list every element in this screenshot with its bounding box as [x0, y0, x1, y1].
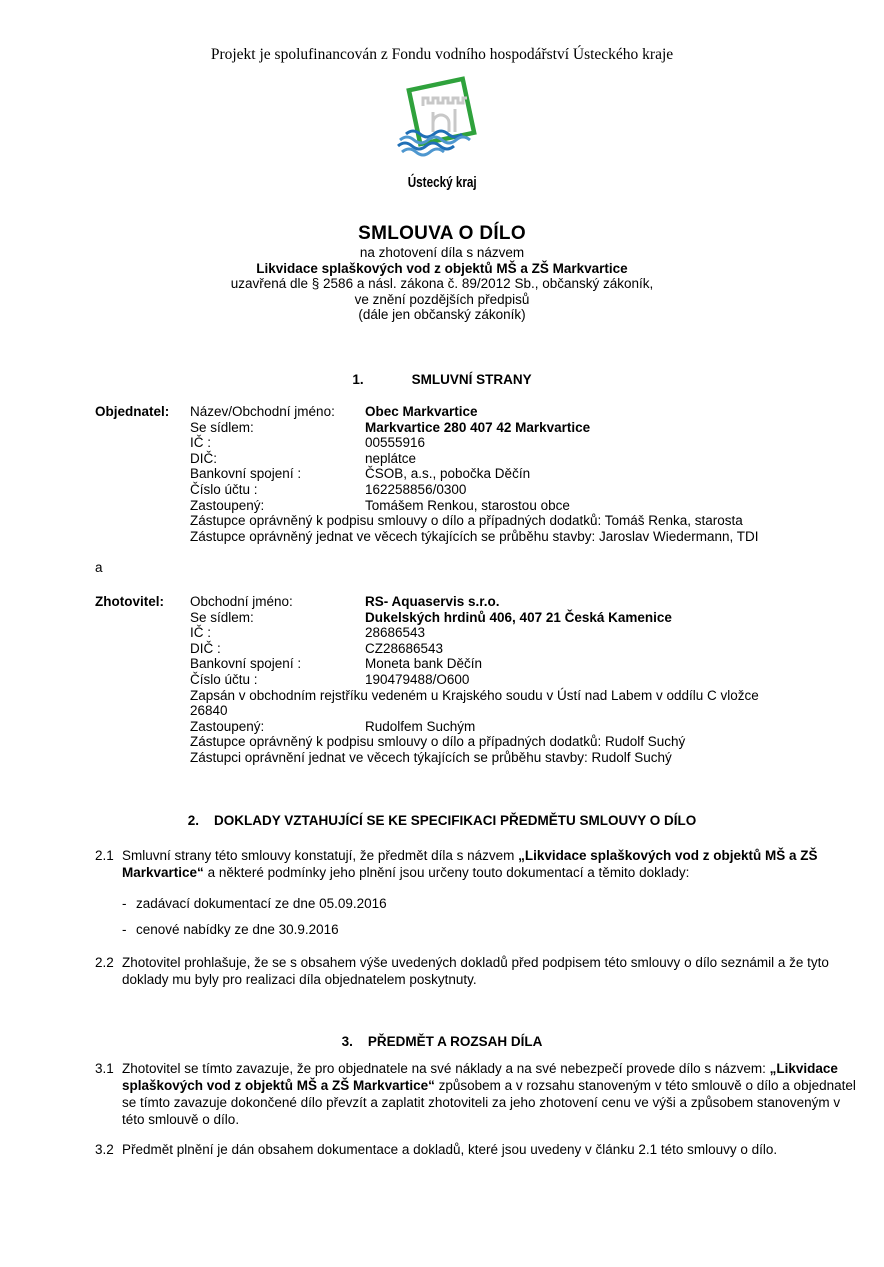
- registry-note-line: Zapsán v obchodním rejstříku vedeném u Krajského soudu v Ústí nad Labem v oddílu C vložce: [190, 687, 759, 703]
- party-field-row: [95, 435, 860, 451]
- bullet-text: cenové nabídky ze dne 30.9.2016: [136, 922, 339, 937]
- paragraph-2-2: [95, 954, 860, 988]
- section-3-number: 3.: [341, 1034, 353, 1049]
- field-value: ČSOB, a.s., pobočka Děčín: [365, 466, 531, 482]
- party-role-label: Objednatel:: [95, 404, 170, 419]
- project-name-bold: „Likvidace splaškových vod z objektů MŠ a ZŠ Markvartice“: [122, 1061, 838, 1093]
- field-value: 190479488/O600: [365, 671, 470, 687]
- bullet-text: zadávací dokumentací ze dne 05.09.2016: [136, 896, 387, 911]
- party-representative-note: Zástupce oprávněný k podpisu smlouvy o dílo a případných dodatků: Tomáš Renka, starosta: [190, 513, 743, 529]
- document-bullet-item: [122, 921, 860, 938]
- party-representative-note: Zástupce oprávněný k podpisu smlouvy o dílo a případných dodatků: Rudolf Suchý: [190, 734, 686, 750]
- field-label: Se sídlem:: [190, 419, 254, 435]
- party-field-row: [95, 404, 860, 420]
- section-2-heading: [0, 813, 884, 828]
- contract-subtitle: na zhotovení díla s názvem: [359, 245, 525, 260]
- field-label: IČ :: [190, 435, 212, 451]
- party-field-row: [95, 482, 860, 498]
- field-label: Bankovní spojení :: [190, 656, 302, 672]
- usteckykraj-logo: [0, 76, 884, 191]
- party-objednatel: [95, 404, 860, 544]
- party-field-row: [95, 594, 860, 610]
- paragraph-text: Smluvní strany této smlouvy konstatují, že předmět díla s názvem „Likvidace splaškových vod z objektů MŠ a ZŠ Markvartice“ a některé podmínky jeho plnění jsou určeny touto dokumentací a těmito doklady:: [122, 848, 818, 880]
- field-label: DIČ :: [190, 640, 221, 656]
- section-1-number: 1.: [352, 372, 364, 387]
- field-label: Zastoupený:: [190, 718, 265, 734]
- party-representative-note: Zástupci oprávnění jednat ve věcech týkajících se průběhu stavby: Rudolf Suchý: [190, 749, 672, 765]
- usteckykraj-logo-icon: [386, 76, 498, 172]
- field-label: DIČ:: [190, 450, 217, 466]
- registry-note-line: 26840: [190, 703, 228, 719]
- party-field-row: [95, 466, 860, 482]
- field-value: RS- Aquaservis s.r.o.: [365, 594, 500, 609]
- field-value: 28686543: [365, 625, 426, 641]
- section-1-heading: [0, 372, 884, 387]
- bullet-dash: -: [122, 896, 127, 911]
- field-value: neplátce: [365, 450, 417, 466]
- section-1-title: SMLUVNÍ STRANY: [411, 372, 532, 387]
- party-field-row: [95, 451, 860, 467]
- field-value: Rudolfem Suchým: [365, 718, 476, 734]
- contract-title: SMLOUVA O DÍLO: [358, 223, 526, 244]
- section-3-heading: [0, 1034, 884, 1049]
- paragraph-number: 3.1: [95, 1061, 114, 1076]
- party-connector: a: [95, 560, 103, 575]
- paragraph-number: 2.2: [95, 955, 114, 970]
- field-label: Obchodní jméno:: [190, 594, 293, 609]
- section-2-number: 2.: [187, 813, 199, 828]
- contract-law-reference: uzavřená dle § 2586 a násl. zákona č. 89/2012 Sb., občanský zákoník,: [230, 276, 654, 291]
- field-label: Číslo účtu :: [190, 671, 258, 687]
- paragraph-3-1: [95, 1060, 860, 1128]
- funding-line: Projekt je spolufinancován z Fondu vodního hospodářství Ústeckého kraje: [210, 46, 674, 63]
- section-2-title: DOKLADY VZTAHUJÍCÍ SE KE SPECIFIKACI PŘEDMĚTU SMLOUVY O DÍLO: [213, 813, 697, 828]
- field-label: Název/Obchodní jméno:: [190, 404, 335, 419]
- party-field-row: [95, 656, 860, 672]
- paragraph-text: Zhotovitel prohlašuje, že se s obsahem výše uvedených dokladů před podpisem této smlouvy o dílo seznámil a že tyto doklady mu byly pro realizaci díla objednatelem poskytnuty.: [122, 955, 829, 987]
- logo-castle-battlement-icon: [423, 98, 467, 106]
- field-value: 162258856/0300: [365, 481, 467, 497]
- field-label: Bankovní spojení :: [190, 466, 302, 482]
- bullet-dash: -: [122, 922, 127, 937]
- project-name-bold: „Likvidace splaškových vod z objektů MŠ a ZŠ Markvartice“: [122, 848, 818, 880]
- field-value: Markvartice 280 407 42 Markvartice: [365, 419, 591, 435]
- party-field-row: [95, 625, 860, 641]
- field-label: Zastoupený:: [190, 497, 265, 513]
- contract-project-name: Likvidace splaškových vod z objektů MŠ a ZŠ Markvartice: [256, 260, 628, 276]
- field-value: Tomášem Renkou, starostou obce: [365, 497, 570, 513]
- contract-law-reference-2: ve znění pozdějších předpisů: [354, 291, 530, 307]
- section-3-title: PŘEDMĚT A ROZSAH DÍLA: [367, 1034, 543, 1049]
- paragraph-text: Zhotovitel se tímto zavazuje, že pro objednatele na své náklady a na své nebezpečí provede dílo s názvem: „Likvidace splaškových vod z objektů MŠ a ZŠ Markvartice“ způsobem a v rozsahu stanoveným v této smlouvě o dílo a objednatel se tímto zavazuje dokončené dílo převzít a zaplatit zhotoviteli za jeho zhotovení cenu ve výši a způsobem stanoveným v této smlouvě o dílo.: [122, 1061, 856, 1127]
- logo-wave-icon: [402, 149, 444, 155]
- paragraph-number: 3.2: [95, 1142, 114, 1157]
- party-field-row: [95, 498, 860, 514]
- field-value: CZ28686543: [365, 640, 444, 656]
- logo-castle-gate-icon: [433, 109, 455, 132]
- field-value: Dukelských hrdinů 406, 407 21 Česká Kamenice: [365, 609, 672, 625]
- field-value: Obec Markvartice: [365, 404, 478, 419]
- paragraph-3-2: [95, 1141, 860, 1158]
- paragraph-number: 2.1: [95, 848, 114, 863]
- field-label: Číslo účtu :: [190, 481, 258, 497]
- field-label: IČ :: [190, 625, 212, 641]
- field-value: Moneta bank Děčín: [365, 656, 483, 672]
- contract-law-reference-3: (dále jen občanský zákoník): [358, 307, 526, 322]
- party-field-row: [95, 672, 860, 688]
- party-field-row: [95, 719, 860, 735]
- field-value: 00555916: [365, 435, 426, 451]
- title-block: [0, 223, 884, 323]
- party-field-row: [95, 610, 860, 626]
- document-bullet-item: [122, 895, 860, 912]
- party-zhotovitel: [95, 594, 860, 766]
- party-field-row: [95, 641, 860, 657]
- party-role-label: Zhotovitel:: [95, 594, 164, 609]
- party-field-row: [95, 420, 860, 436]
- logo-caption: Ústecký kraj: [407, 174, 477, 191]
- paragraph-text: Předmět plnění je dán obsahem dokumentace a dokladů, které jsou uvedeny v článku 2.1 této smlouvy o dílo.: [122, 1142, 778, 1157]
- field-label: Se sídlem:: [190, 609, 254, 625]
- paragraph-2-1: [95, 847, 860, 881]
- party-representative-note: Zástupce oprávněný jednat ve věcech týkajících se průběhu stavby: Jaroslav Wiedermann, TDI: [190, 528, 759, 544]
